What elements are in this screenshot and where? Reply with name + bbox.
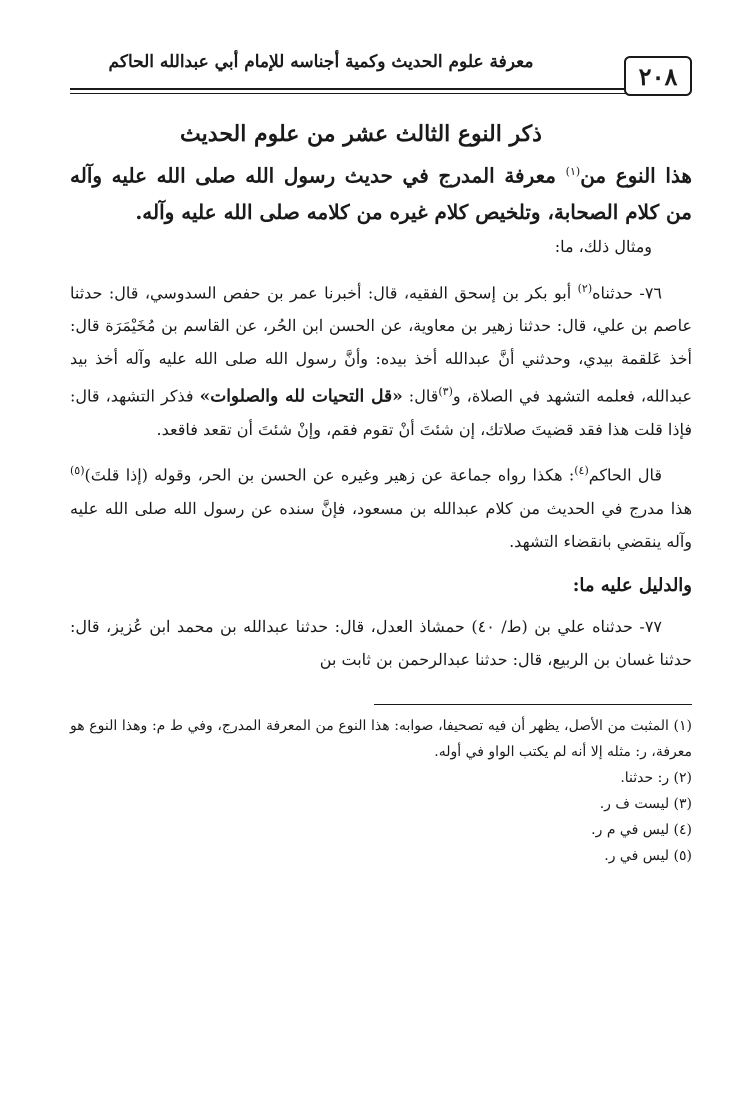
hakim-comment-middle: : هكذا رواه جماعة عن زهير وغيره عن الحسن بن الحر، وقوله (إذا قلتَ) [84, 465, 575, 485]
hakim-comment [70, 454, 692, 557]
hakim-comment-start: قال الحاكم [588, 465, 662, 485]
hadith-76 [70, 272, 692, 447]
hadith-76-ending: فذكر التشهد، قال: فإذا قلت هذا فقد قضيتَ صلاتك، إن شئتَ أنْ تقوم فقم، وإنْ شئتَ أن تقعد فاقعد. [70, 386, 692, 440]
footnotes [70, 713, 692, 869]
chapter-lead [70, 154, 692, 230]
page-number: ٢٠٨ [638, 61, 678, 91]
footnote-5: (٥) ليس في ر. [604, 847, 692, 864]
hadith-76-said: قال: [402, 386, 439, 406]
footnote-ref-3: (٣) [438, 384, 453, 398]
running-title: معرفة علوم الحديث وكمية أجناسه للإمام أبي عبدالله الحاكم [108, 52, 534, 72]
hadith-77: ٧٧- حدثناه علي بن (ط/ ٤٠) حمشاذ العدل، قال: حدثنا عبدالله بن محمد ابن عُزيز، قال: حدثنا غسان بن الربيع، قال: حدثنا عبدالرحمن بن ثابت بن [70, 616, 692, 669]
header-rule-thin [70, 93, 626, 94]
intro-line: ومثال ذلك، ما: [554, 236, 652, 256]
hadith-76-number: ٧٦- حدثناه [592, 282, 662, 302]
footnote-ref-1: (١) [565, 165, 581, 178]
footnote-separator [374, 704, 692, 705]
lead-text-start: هذا النوع من [580, 163, 692, 188]
page-header [70, 40, 692, 102]
footnote-ref-4: (٤) [574, 464, 589, 478]
hakim-comment-end: هذا مدرج في الحديث من كلام عبدالله بن مسعود، فإنَّ سنده عن رسول الله صلى الله عليه وآله ينقضي بانقضاء التشهد. [70, 498, 692, 551]
proof-heading: والدليل عليه ما: [572, 574, 692, 596]
footnote-4: (٤) ليس في م ر. [591, 821, 692, 838]
hadith-76-quote: «قل التحيات لله والصلوات» [199, 386, 403, 407]
footnote-1: (١) المثبت من الأصل، يظهر أن فيه تصحيفا، صوابه: هذا النوع من المعرفة المدرج، وفي ط م: وهذا النوع هو معرفة، ر: مثله إلا أنه لم يكتب الواو في أوله. [70, 717, 692, 760]
footnote-3: (٣) ليست ف ر. [599, 795, 692, 812]
footnote-ref-2: (٢) [577, 281, 593, 295]
chapter-title: ذكر النوع الثالث عشر من علوم الحديث [180, 121, 542, 147]
footnote-2: (٢) ر: حدثنا. [620, 769, 692, 786]
footnote-ref-5: (٥) [70, 464, 85, 478]
book-page [70, 40, 692, 1092]
header-rule-thick [70, 88, 626, 90]
page-number-box [624, 56, 692, 96]
lead-text-end: معرفة المدرج في حديث رسول الله صلى الله عليه وآله من كلام الصحابة، وتلخيص كلام غيره من كلامه صلى الله عليه وآله. [70, 163, 692, 224]
hadith-76-isnad: أبو بكر بن إسحق الفقيه، قال: أخبرنا عمر بن حفص السدوسي، قال: حدثنا عاصم بن علي، قال: حدثنا زهير بن معاوية، عن الحسن ابن الحُر، عن القاسم بن مُخَيْمَرَة قال: أخذ عَلقمة بيدي، وحدثني أنَّ عبدالله أخذ بيده: وأنَّ رسول الله صلى الله عليه وآله أخذ بيد عبدالله، فعلمه التشهد في الصلاة، و [70, 282, 693, 406]
